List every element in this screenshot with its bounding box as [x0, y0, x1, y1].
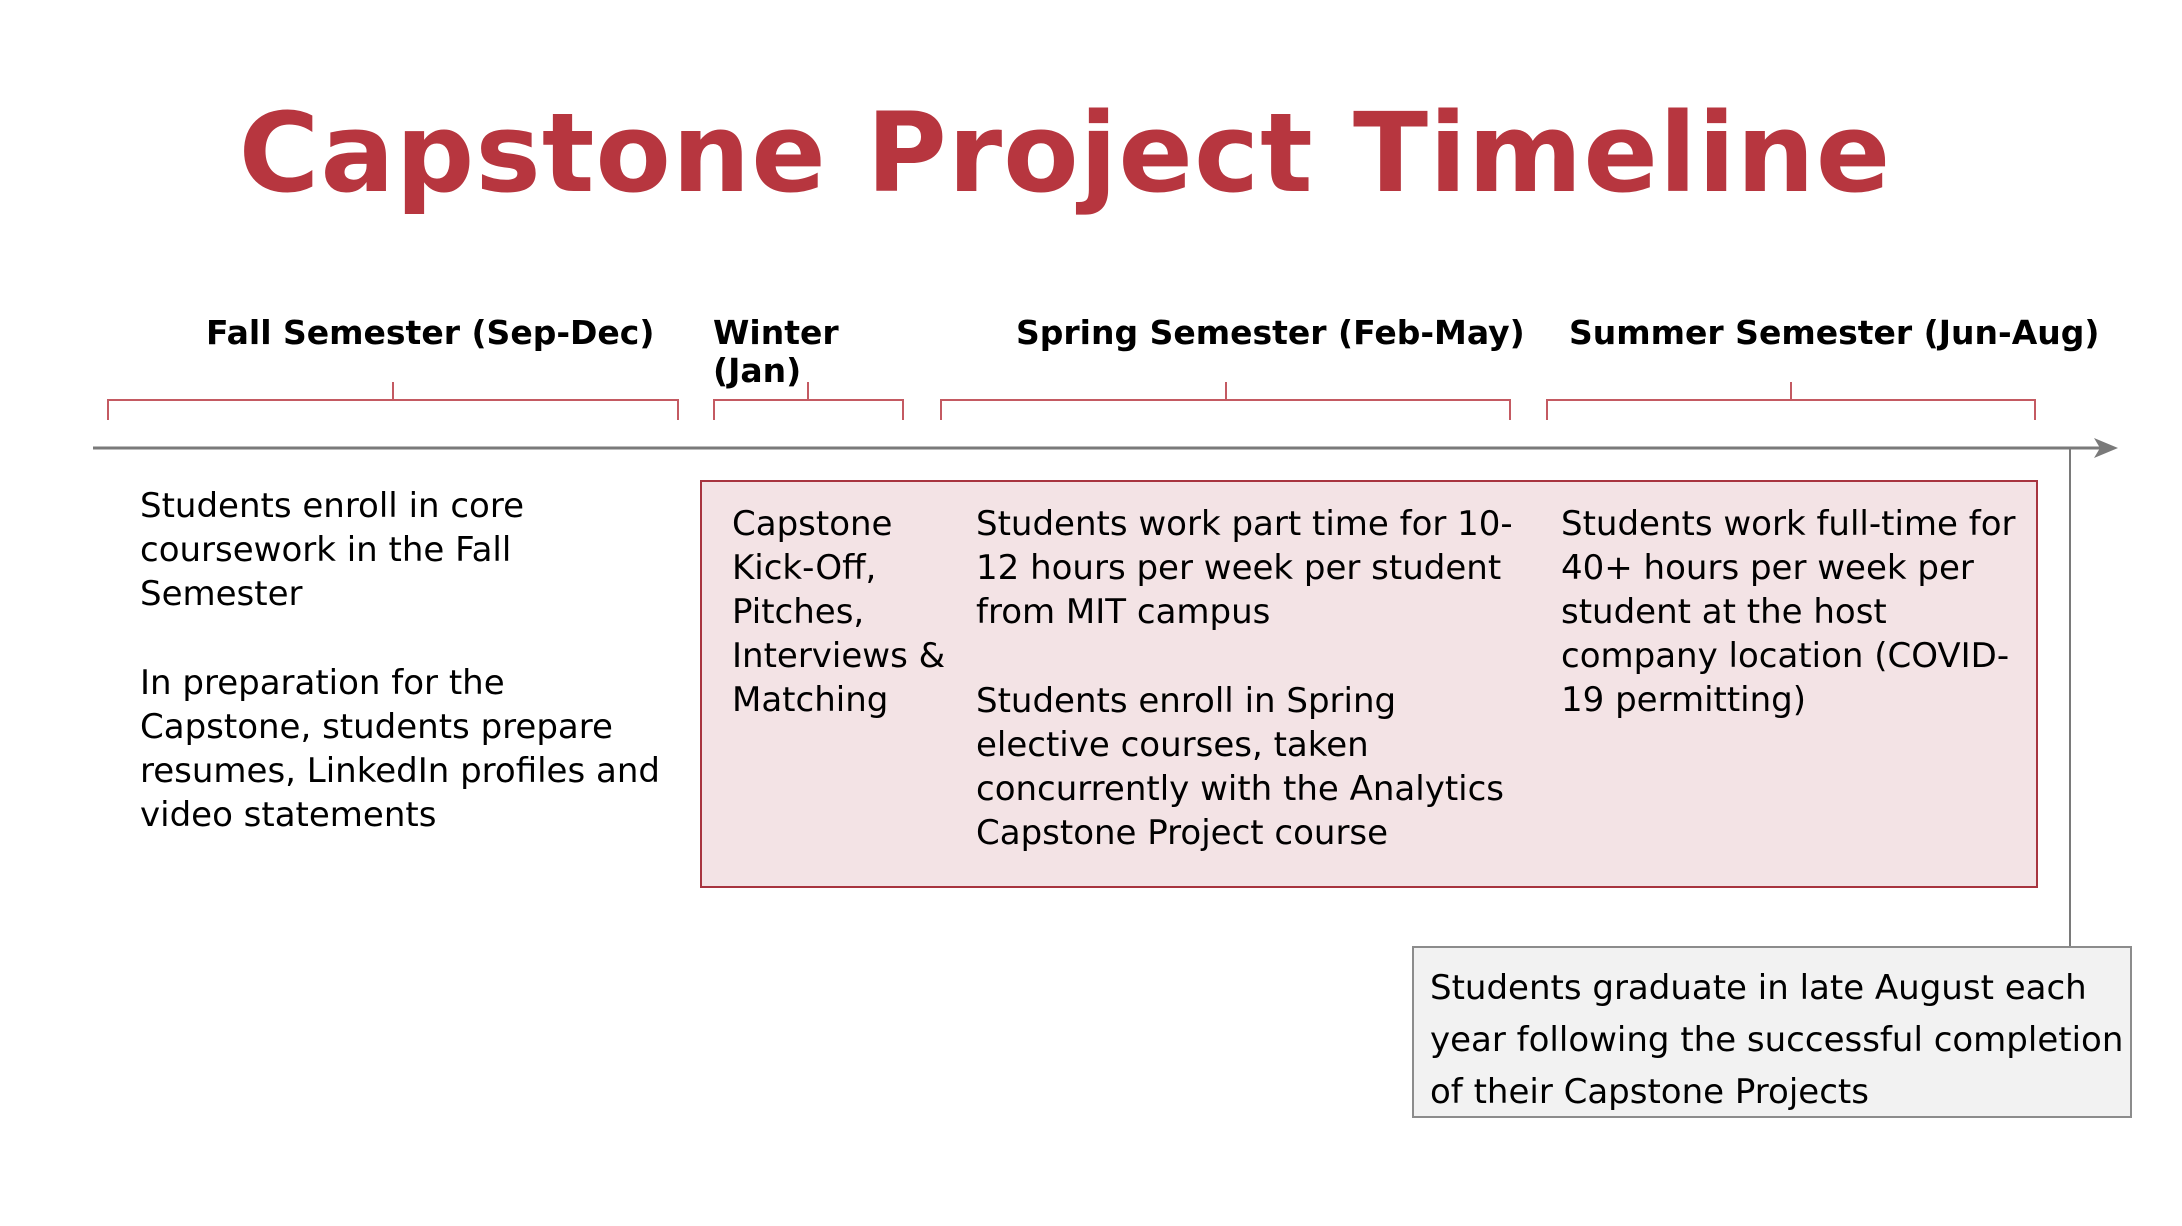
semester-label-winter-line2: (Jan)	[713, 351, 802, 390]
winter-description	[732, 502, 947, 722]
graduation-text: Students graduate in late August each year following the successful completion of their Capstone Projects	[1430, 968, 2124, 1112]
summer-text: Students work full-time for 40+ hours per week per student at the host company location (COVID-19 permitting)	[1561, 504, 2016, 720]
brace-spring	[941, 382, 1510, 420]
semester-label-spring: Spring Semester (Feb-May)	[1016, 313, 1525, 352]
page-title: Capstone Project Timeline	[238, 89, 1892, 217]
summer-description	[1561, 502, 2021, 722]
brace-winter	[714, 382, 903, 420]
graduation-box	[1412, 946, 2132, 1118]
winter-text: Capstone Kick-Off, Pitches, Interviews & Matching	[732, 504, 946, 720]
brace-fall	[108, 382, 678, 420]
semester-label-winter-line1: Winter	[713, 313, 839, 352]
semester-label-fall: Fall Semester (Sep-Dec)	[206, 313, 655, 352]
fall-description	[140, 484, 680, 837]
spring-paragraph-1: Students work part time for 10-12 hours per week per student from MIT campus	[976, 504, 1513, 632]
fall-paragraph-2: In preparation for the Capstone, students prepare resumes, LinkedIn profiles and video statements	[140, 663, 660, 835]
spring-description	[976, 502, 1516, 855]
brace-summer	[1547, 382, 2035, 420]
spring-paragraph-2: Students enroll in Spring elective courses, taken concurrently with the Analytics Capstone Project course	[976, 681, 1505, 853]
fall-paragraph-1: Students enroll in core coursework in the Fall Semester	[140, 486, 525, 614]
semester-label-summer: Summer Semester (Jun-Aug)	[1569, 313, 2100, 352]
